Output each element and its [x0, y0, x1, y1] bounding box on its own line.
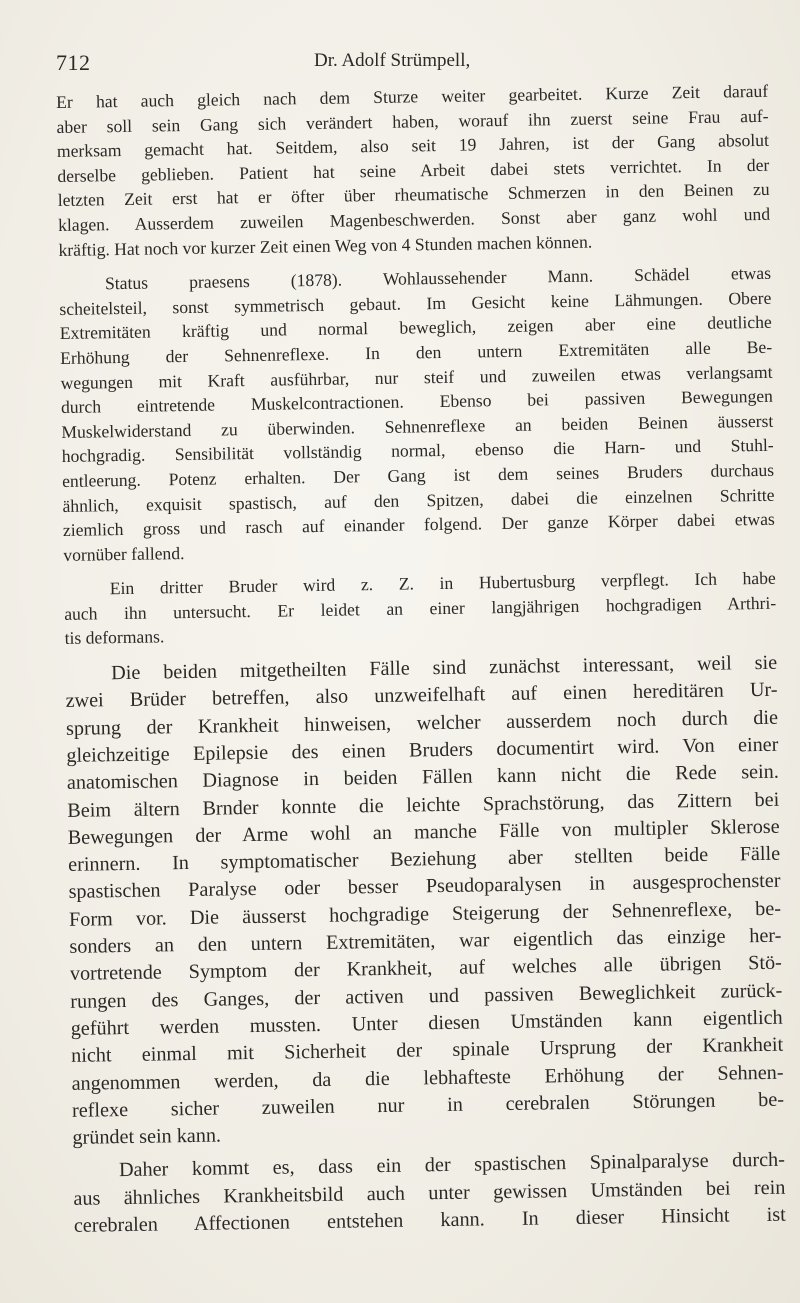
- text-line: sprung der Krankheit hinweisen, welcher ausserdem noch durch die: [65, 706, 779, 740]
- text-line: hochgradig. Sensibilität vollständig normal, ebenso die Harn- und Stuhl-: [61, 435, 774, 467]
- text-line: derselbe geblieben. Patient hat seine Arbeit dabei stets verrichtet. In der: [57, 154, 770, 186]
- paragraph: [56, 79, 771, 262]
- text-line: ziemlich gross und rasch auf einander folgend. Der ganze Körper dabei etwas: [62, 508, 775, 541]
- body-text: [56, 79, 786, 1240]
- text-line: gleichzeitige Epilepsie des einen Bruders documentirt wird. Von einer: [66, 733, 779, 767]
- text-line: entleerung. Potenz erhalten. Der Gang ist dem seines Bruders durchaus: [61, 459, 775, 491]
- text-line: Daher kommt es, dass ein der spastischen Spinalparalyse durch-: [118, 1149, 786, 1182]
- running-head: Dr. Adolf Strümpell,: [314, 50, 471, 71]
- text-line: ähnlich, exquisit spastisch, auf den Spitzen, dabei die einzelnen Schritte: [62, 484, 775, 516]
- text-line: spastischen Paralyse oder besser Pseudoparalysen in ausgesprochenster: [68, 870, 781, 904]
- text-line: Status praesens (1878). Wohlaussehender Mann. Schädel etwas: [104, 262, 772, 294]
- text-line: zwei Brüder betreffen, also unzweifelhaft auf einen hereditären Ur-: [65, 679, 778, 713]
- text-line: nicht einmal mit Sicherheit der spinale Ursprung der Krankheit: [71, 1033, 784, 1068]
- text-line: kräftig. Hat noch vor kurzer Zeit einen Weg von 4 Stunden machen können.: [58, 231, 593, 260]
- text-line: gründet sein kann.: [72, 1124, 222, 1149]
- text-line: Form vor. Die äusserst hochgradige Steigerung der Sehnenreflexe, be-: [68, 897, 782, 931]
- text-line: Beim ältern Brnder konnte die leichte Sprachstörung, das Zittern bei: [67, 788, 780, 822]
- text-line: aber soll sein Gang sich verändert haben, worauf ihn zuerst seine Frau auf-: [56, 105, 769, 137]
- text-line: Extremitäten kräftig und normal beweglich, zeigen aber eine deutliche: [59, 312, 772, 344]
- text-line: wegungen mit Kraft ausführbar, nur steif und zuweilen etwas verlangsamt: [60, 361, 773, 393]
- text-line: cerebralen Affectionen entstehen kann. In dieser Hinsicht ist: [73, 1203, 786, 1237]
- text-line: klagen. Ausserdem zuweilen Magenbeschwerden. Sonst aber ganz wohl und: [57, 203, 771, 235]
- text-line: reflexe sicher zuweilen nur in cerebralen Störungen be-: [71, 1088, 785, 1122]
- text-line: Erhöhung der Sehnenreflexe. In den untern Extremitäten alle Be-: [60, 336, 773, 368]
- paragraph: [73, 1147, 786, 1240]
- text-line: vortretende Symptom der Krankheit, auf welches alle übrigen Stö-: [69, 952, 782, 986]
- text-line: vornüber fallend.: [63, 542, 185, 565]
- text-line: durch eintretende Muskelcontractionen. Ebenso bei passiven Bewegungen: [60, 385, 774, 418]
- text-line: geführt werden mussten. Unter diesen Umständen kann eigentlich: [70, 1006, 783, 1040]
- text-line: rungen des Ganges, der activen und passiven Beweglichkeit zurück-: [70, 979, 783, 1013]
- text-line: tis deformans.: [64, 626, 165, 649]
- page-number: 712: [56, 50, 91, 75]
- text-line: merksam gemacht hat. Seitdem, also seit 19 Jahren, ist der Gang absolut: [56, 129, 770, 162]
- text-line: aus ähnliches Krankheitsbild auch unter gewissen Umständen bei rein: [73, 1176, 786, 1210]
- text-line: Die beiden mitgetheilten Fälle sind zunächst interessant, weil sie: [110, 651, 778, 685]
- text-line: Muskelwiderstand zu überwinden. Sehnenreflexe an beiden Beinen äusserst: [61, 410, 774, 442]
- text-line: Bewegungen der Arme wohl an manche Fälle von multipler Sklerose: [67, 815, 780, 849]
- text-line: Ein dritter Bruder wird z. Z. in Hubertusburg verpflegt. Ich habe: [109, 568, 776, 599]
- text-line: scheitelsteil, sonst symmetrisch gebaut. Im Gesicht keine Lähmungen. Obere: [59, 287, 772, 319]
- text-line: sonders an den untern Extremitäten, war eigentlich das einzige her-: [69, 924, 782, 958]
- text-line: Er hat auch gleich nach dem Sturze weiter gearbeitet. Kurze Zeit darauf: [56, 80, 769, 112]
- text-line: anatomischen Diagnose in beiden Fällen kann nicht die Rede sein.: [66, 760, 779, 795]
- text-line: erinnern. In symptomatischer Beziehung aber stellten beide Fälle: [68, 842, 781, 877]
- text-line: auch ihn untersucht. Er leidet an einer langjährigen hochgradigen Arthri-: [64, 592, 777, 624]
- page-header: [56, 50, 760, 80]
- text-line: angenommen werden, da die lebhafteste Erhöhung der Sehnen-: [71, 1061, 784, 1095]
- text-line: letzten Zeit erst hat er öfter über rheumatische Schmerzen in den Beinen zu: [57, 179, 770, 211]
- paragraph: [65, 650, 785, 1152]
- paragraph: [59, 261, 776, 567]
- paragraph: [64, 566, 777, 651]
